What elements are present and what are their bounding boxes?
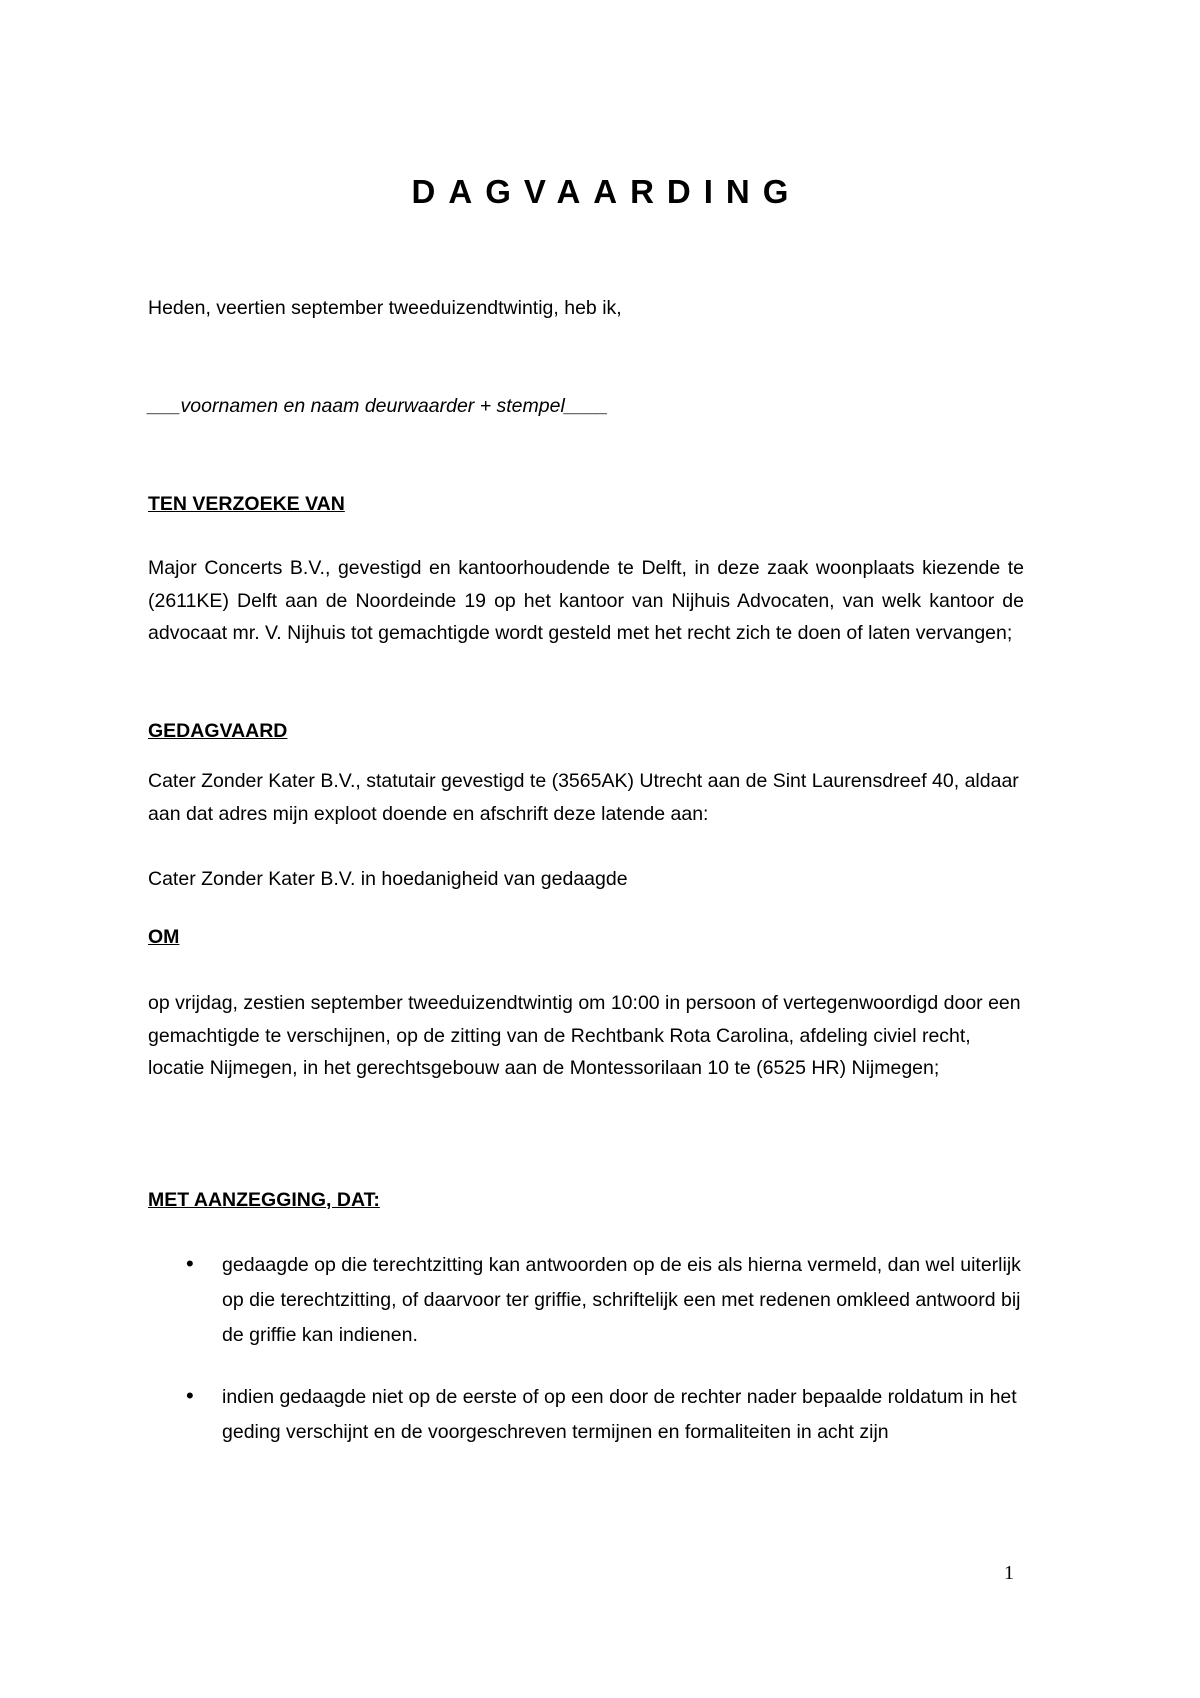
bullet-icon: •: [186, 1251, 194, 1276]
capacity-line: Cater Zonder Kater B.V. in hoedanigheid van gedaagde: [148, 868, 628, 890]
heading-om: OM: [148, 926, 180, 948]
heading-notice: MET AANZEGGING, DAT:: [148, 1189, 380, 1211]
page-number: 1: [1004, 1562, 1014, 1584]
summoned-paragraph: Cater Zonder Kater B.V., statutair gevestigd te (3565AK) Utrecht aan de Sint Laurensdreef 40, aldaar aan dat adres mijn exploot doende en afschrift deze latende aan:: [148, 770, 1019, 825]
bailiff-placeholder: ___voornamen en naam deurwaarder + stempel____: [148, 395, 609, 417]
request-paragraph: Major Concerts B.V., gevestigd en kantoorhoudende te Delft, in deze zaak woonplaats kiezende te (2611KE) Delft aan de Noordeinde 19 op het kantoor van Nijhuis Advocaten, van welk kantoor de advocaat mr. V. Nijhuis tot gemachtigde wordt gesteld met het recht zich te doen of laten vervangen;: [148, 557, 1024, 644]
bullet-icon: •: [186, 1383, 194, 1408]
heading-request: TEN VERZOEKE VAN: [148, 493, 345, 515]
notice-bullet-item: indien gedaagde niet op de eerste of op een door de rechter nader bepaalde roldatum in het geding verschijnt en de voorgeschreven termijnen en formaliteiten in acht zijn: [222, 1386, 1017, 1443]
heading-summoned: GEDAGVAARD: [148, 720, 288, 742]
notice-bullet-item: gedaagde op die terechtzitting kan antwoorden op de eis als hierna vermeld, dan wel uiterlijk op die terechtzitting, of daarvoor ter griffie, schriftelijk een met redenen omkleed antwoord bij de griffie kan indienen.: [222, 1254, 1021, 1346]
document-title: DAGVAARDING: [411, 173, 802, 210]
opening-line: Heden, veertien september tweeduizendtwintig, heb ik,: [148, 297, 622, 319]
om-paragraph: op vrijdag, zestien september tweeduizendtwintig om 10:00 in persoon of vertegenwoordigd door een gemachtigde te verschijnen, op de zitting van de Rechtbank Rota Carolina, afdeling civiel recht, locatie Nijmegen, in het gerechtsgebouw aan de Montessorilaan 10 te (6525 HR) Nijmegen;: [148, 992, 1021, 1079]
